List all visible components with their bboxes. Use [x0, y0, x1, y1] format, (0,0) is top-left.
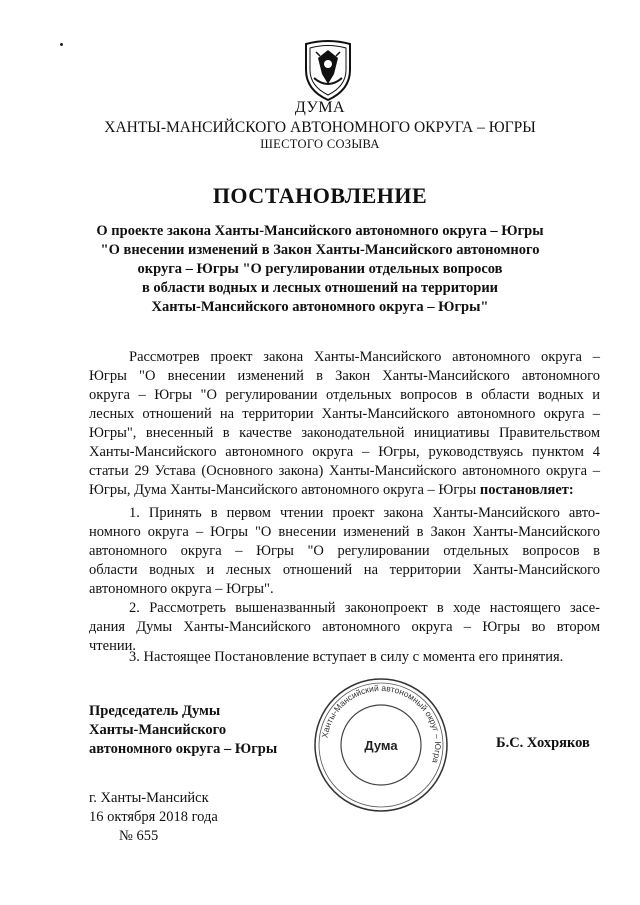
- footer-number: № 655: [119, 828, 159, 844]
- signatory-title-line: Председатель Думы: [89, 703, 221, 719]
- paragraph-line: области водных и лесных отношений на территории Ханты-Мансийского: [89, 562, 600, 578]
- paragraph-line: дания Думы Ханты-Мансийского автономного округа – Югры во втором: [89, 619, 600, 635]
- subject-line: Ханты-Мансийского автономного округа – Югры": [151, 299, 489, 315]
- paragraph-line: Рассмотрев проект закона Ханты-Мансийского автономного округа –: [129, 349, 600, 365]
- item-1-paragraph: [89, 504, 600, 599]
- scan-speck: [60, 43, 63, 46]
- item-3-paragraph: [89, 648, 600, 667]
- paragraph-line: 3. Настоящее Постановление вступает в силу с момента его принятия.: [129, 649, 564, 665]
- paragraph-line: Югры "О внесении изменений в Закон Ханты-Мансийского автономного: [89, 368, 600, 384]
- paragraph-line: номного округа – Югры "О внесении изменений в Закон Ханты-Мансийского: [89, 524, 600, 540]
- paragraph-line: 1. Принять в первом чтении проект закона Ханты-Мансийского авто-: [129, 505, 600, 521]
- subject-line: "О внесении изменений в Закон Ханты-Мансийского автономного: [100, 242, 540, 258]
- paragraph-line: автономного округа – Югры "О регулировании отдельных вопросов в: [89, 543, 600, 559]
- signatory-name: Б.С. Хохряков: [496, 735, 590, 751]
- signatory-title: [89, 702, 277, 759]
- seal-center-text: Дума: [364, 738, 398, 753]
- signatory-title-line: автономного округа – Югры: [89, 741, 278, 757]
- paragraph-line: лесных отношений на территории Ханты-Мансийского автономного округа –: [89, 406, 600, 422]
- paragraph-line: автономного округа – Югры".: [89, 581, 274, 597]
- paragraph-line: чтении.: [89, 638, 136, 654]
- signatory-title-line: Ханты-Мансийского: [89, 722, 227, 738]
- subject-line: округа – Югры "О регулировании отдельных вопросов: [137, 261, 503, 277]
- org-convocation: ШЕСТОГО СОЗЫВА: [260, 137, 380, 151]
- org-name: ДУМА: [294, 99, 346, 116]
- seal-ring-text: Ханты-Мансийский автономный округ – Югра: [319, 682, 444, 765]
- paragraph-line: округа – Югры "О регулировании отдельных вопросов в области водных и: [89, 387, 600, 403]
- coat-of-arms-icon: [300, 40, 356, 102]
- org-region: ХАНТЫ-МАНСИЙСКОГО АВТОНОМНОГО ОКРУГА – ЮГРЫ: [104, 119, 536, 136]
- footer-date: 16 октября 2018 года: [89, 809, 218, 825]
- document-subject: [0, 222, 640, 317]
- paragraph-line-text: Югры, Дума Ханты-Мансийского автономного округа – Югры: [89, 482, 477, 498]
- official-seal-icon: [312, 676, 450, 814]
- document-type-title: ПОСТАНОВЛЕНИЕ: [212, 183, 428, 208]
- preamble-paragraph: [89, 348, 600, 500]
- paragraph-line: 2. Рассмотреть вышеназванный законопроект в ходе настоящего засе-: [129, 600, 600, 616]
- footer-place: г. Ханты-Мансийск: [89, 790, 209, 806]
- paragraph-line: Югры", внесенный в качестве законодательной инициативы Правительством: [89, 425, 600, 441]
- resolves-keyword: постановляет:: [479, 482, 574, 498]
- document-footer: [89, 789, 218, 846]
- subject-line: О проекте закона Ханты-Мансийского автономного округа – Югры: [96, 223, 544, 239]
- subject-line: в области водных и лесных отношений на территории: [141, 280, 499, 296]
- paragraph-line-final: [89, 481, 600, 500]
- paragraph-line: Ханты-Мансийского автономного округа – Югры, руководствуясь пунктом 4: [89, 444, 600, 460]
- paragraph-line: статьи 29 Устава (Основного закона) Ханты-Мансийского автономного округа –: [89, 463, 600, 479]
